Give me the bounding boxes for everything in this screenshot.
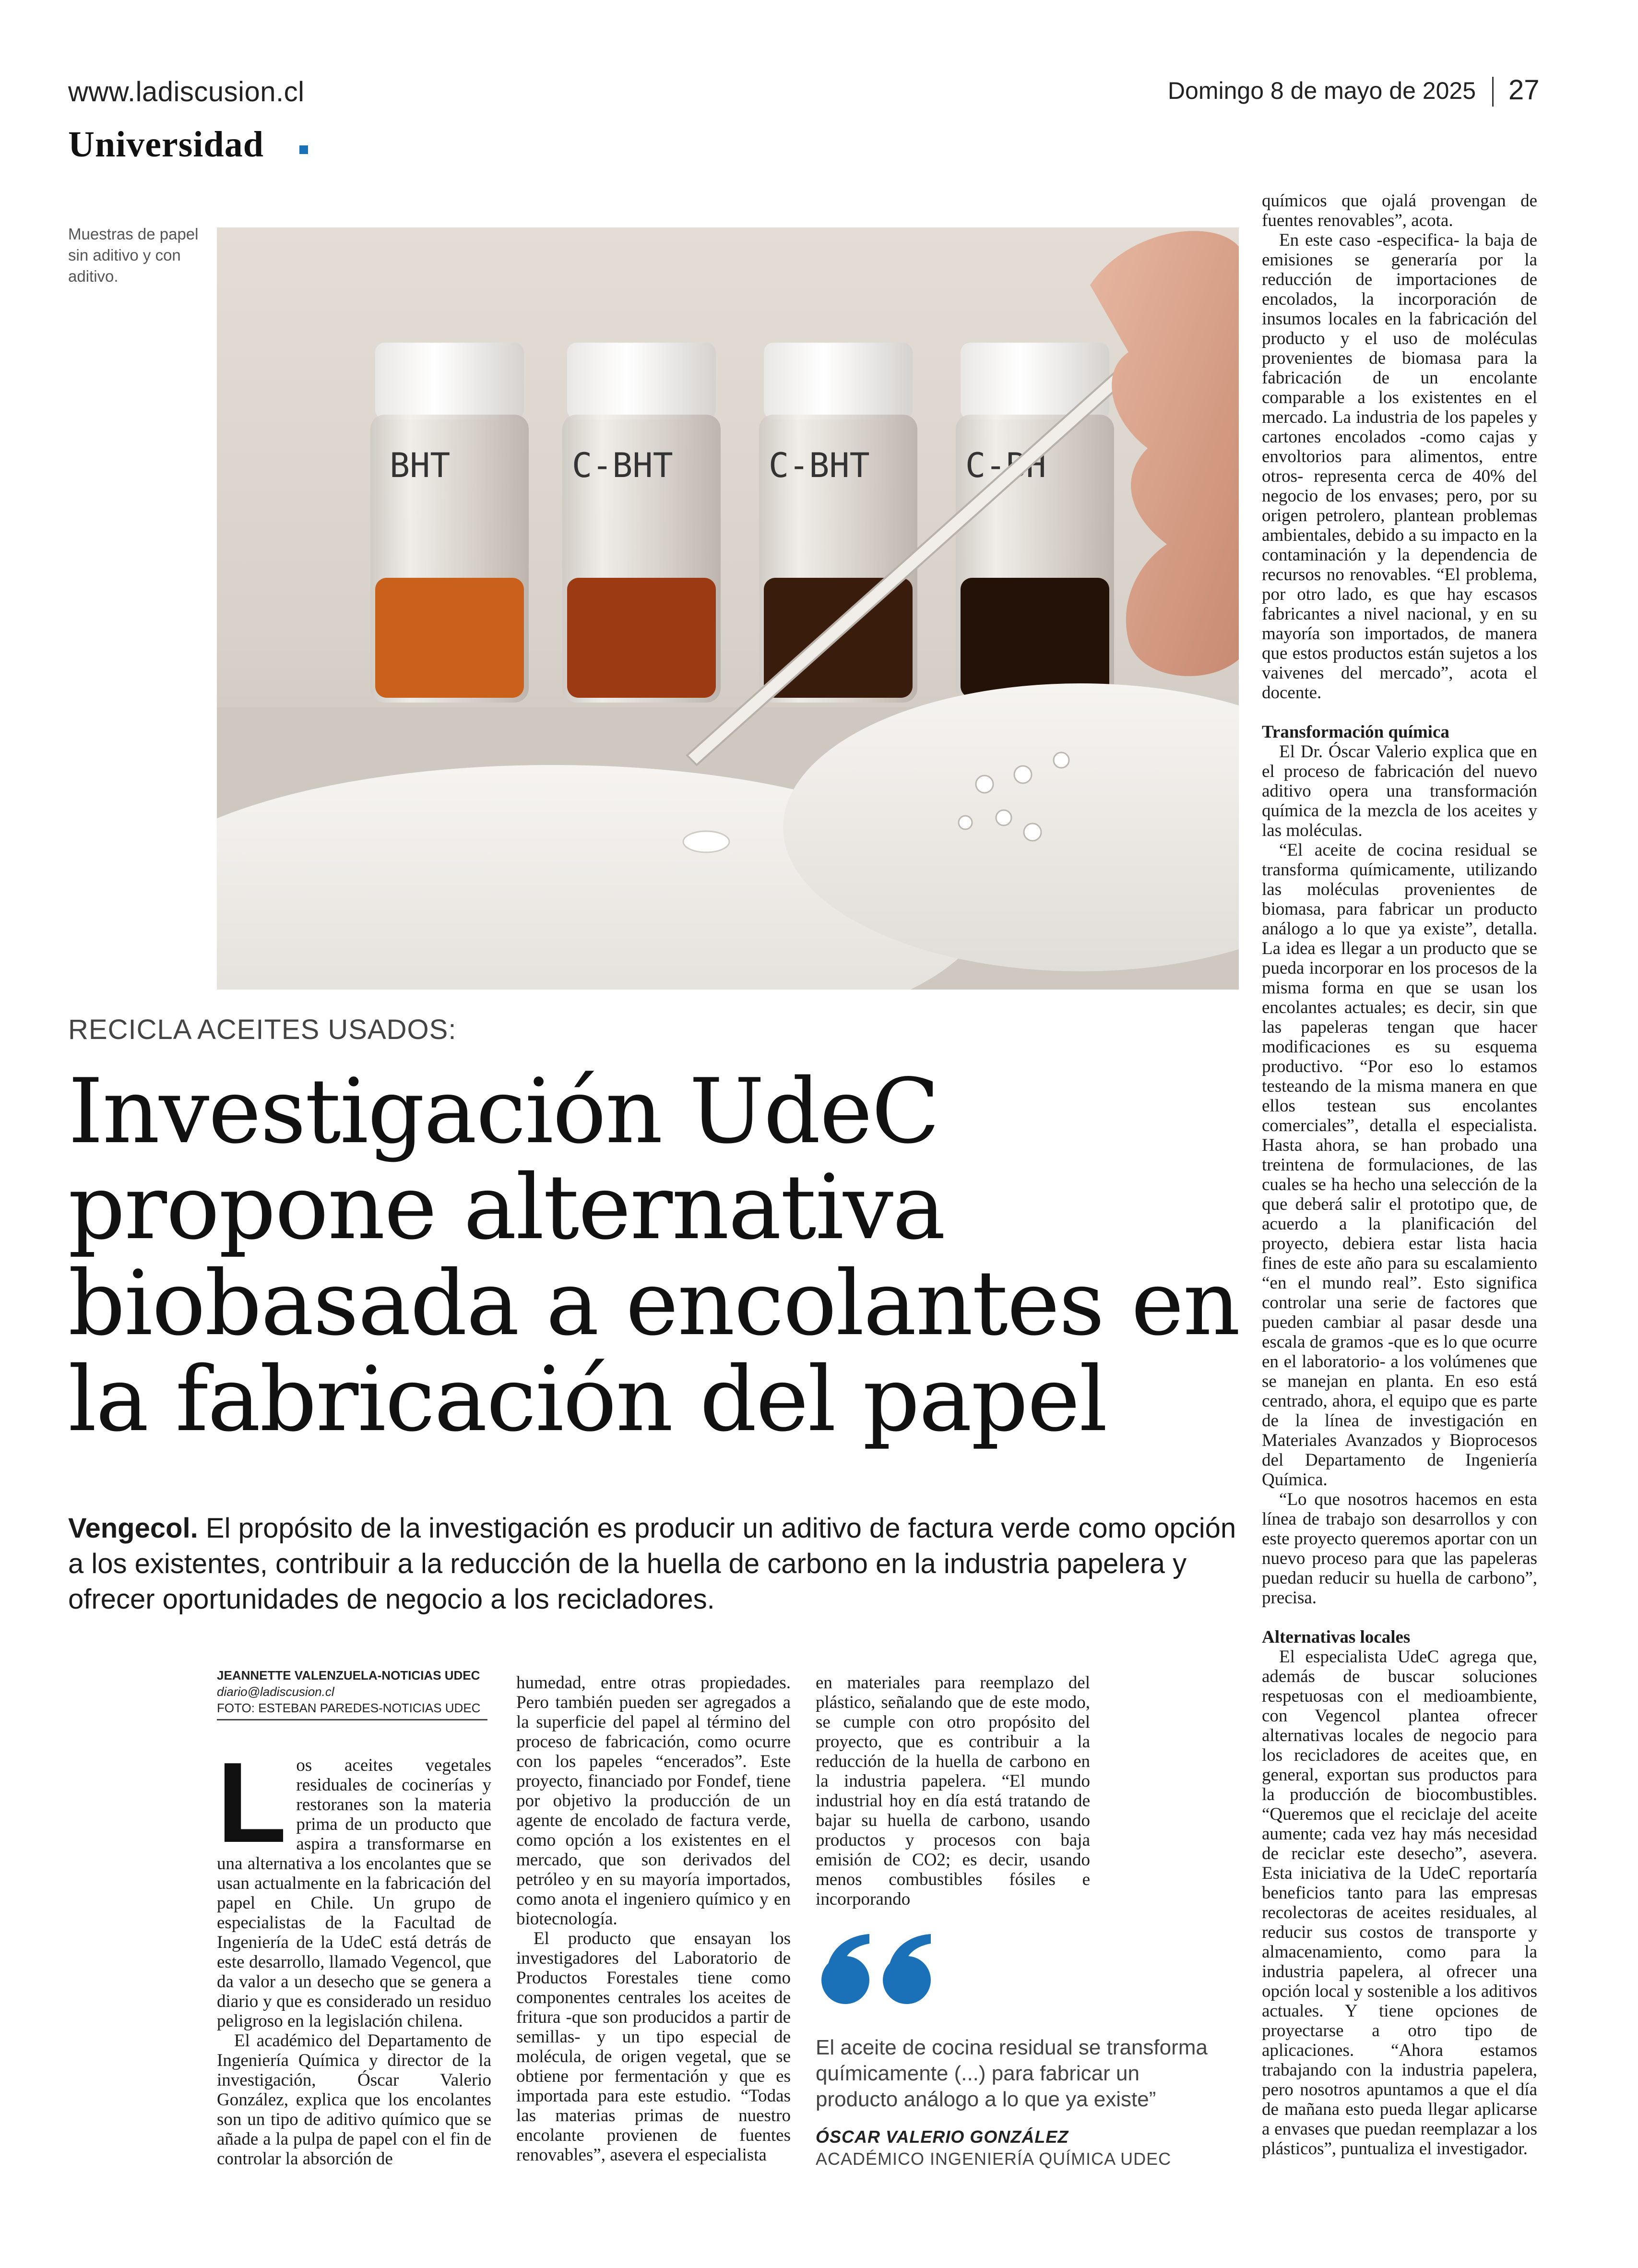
photo-caption: Muestras de papel sin aditivo y con aditivo.: [68, 225, 199, 285]
svg-text:C-BHT: C-BHT: [769, 446, 870, 485]
article-column-2: [516, 1673, 791, 2165]
page-number: 27: [1508, 74, 1540, 106]
drop-cap: L: [217, 1739, 287, 1866]
section-accent-square: [299, 145, 308, 154]
body-paragraph: os aceites vegetales residuales de cocinerías y restoranes son la materia prima de un producto que aspira a transformarse en una alternativa a los encolantes que se usan actualmente en la fabricación del papel en Chile. Un grupo de especialistas de la Facultad de Ingeniería de la UdeC está detrás de este desarrollo, llamado Vegencol, que da valor a un desecho que se genera a diario y que es considerado un residuo peligroso en la legislación chilena.: [217, 1755, 491, 2031]
byline-divider: [217, 1719, 487, 1720]
byline-email[interactable]: diario@ladiscusion.cl: [217, 1684, 334, 1699]
subheading-transformacion: Transformación química: [1262, 722, 1449, 742]
vial-3: [759, 343, 917, 703]
lead-text: El propósito de la investigación es producir un aditivo de factura verde como opción a los existentes, contribuir a la reducción de la huella de carbono en la industria papelera y ofrecer oportunidades de negocio a los recicladores.: [68, 1513, 1236, 1615]
body-paragraph: En este caso -especifica- la baja de emisiones se generaría por la reducción de importaciones de encolados, la incorporación de insumos locales en la fabricación del producto y el uso de moléculas provenientes de biomasa para la fabricación de un encolante comparable a los existentes en el mercado. La industria de los papeles y cartones encolados -como cajas y envoltorios para alimentos, entre otros- representa cerca de 40% del negocio de los envases; pero, por su origen petrolero, plantean problemas ambientales, debido a su impacto en la contaminación y la dependencia de recursos no renovables. “El problema, por otro lado, es que hay escasos fabricantes a nivel nacional, y en su mayoría son importados, de manera que estos productos están sujetos a los vaivenes del mercado”, acota el docente.: [1262, 230, 1537, 703]
subheading-alternativas: Alternativas locales: [1262, 1627, 1411, 1647]
body-paragraph: “El aceite de cocina residual se transforma químicamente, utilizando las moléculas provenientes de biomasa, para fabricar un producto análogo a lo que ya existe”, detalla. La idea es llegar a un producto que se pueda incorporar en los procesos de la misma forma en que se usan los encolantes actuales; es decir, sin que las papeleras tengan que hacer modificaciones es su esquema productivo. “Por eso lo estamos testeando de la misma manera en que ellos testean sus encolantes comerciales”, detalla el especialista. Hasta ahora, se han probado una treintena de formulaciones, de las cuales se ha hecho una selección de la que deberá salir el prototipo que, de acuerdo a la planificación del proyecto, debiera estar lista hacia fines de este año para su escalamiento “en el mundo real”. Esto significa controlar una serie de factores que pueden cambiar al pasar desde una escala de gramos -que es lo que ocurre en el laboratorio- a los volúmenes que se manejan en planta. En eso está centrado, ahora, el equipo que es parte de la línea de investigación en Materiales Avanzados y Bioprocesos del Departamento de Ingeniería Química.: [1262, 840, 1537, 1490]
quote-mark-icon: [816, 1932, 940, 2004]
article-column-4: [1262, 191, 1537, 2159]
article-kicker: RECICLA ACEITES USADOS:: [68, 1014, 457, 1045]
pull-quote-role: ACADÉMICO INGENIERÍA QUÍMICA UDEC: [816, 2149, 1172, 2169]
byline-photo-credit: FOTO: ESTEBAN PAREDES-NOTICIAS UDEC: [217, 1701, 481, 1715]
byline: [217, 1667, 480, 1716]
svg-text:BHT: BHT: [390, 446, 451, 485]
body-paragraph: “Lo que nosotros hacemos en esta línea de trabajo son desarrollos y con este proyecto queremos aportar con un nuevo proceso para que las papeleras puedan reducir su huella de carbono”, precisa.: [1262, 1490, 1537, 1608]
article-photo: [217, 227, 1239, 990]
issue-date: Domingo 8 de mayo de 2025: [1167, 77, 1476, 104]
article-column-3: [816, 1673, 1090, 1909]
vial-2: [562, 343, 721, 703]
body-paragraph: humedad, entre otras propiedades. Pero también pueden ser agregados a la superficie del papel al término del proceso de fabricación, como ocurre con los papeles “encerados”. Este proyecto, financiado por Fondef, tiene por objetivo la producción de un agente de encolado de factura verde, como opción a los existentes en el mercado, que son derivados del petróleo y en su mayoría importados, como anota el ingeniero químico y en biotecnología.: [516, 1673, 791, 1929]
article-headline: Investigación UdeC propone alternativa biobasada a encolantes en la fabricación del papel: [68, 1059, 1240, 1451]
lead-keyword: Vengecol.: [68, 1513, 198, 1544]
pull-quote-name: ÓSCAR VALERIO GONZÁLEZ: [816, 2127, 1069, 2147]
body-paragraph: El especialista UdeC agrega que, además de buscar soluciones respetuosas con el medioambiente, con Vegencol plantea ofrecer alternativas locales de negocio para los recicladores de aceites que, en general, exportan sus productos para la producción de biocombustibles. “Queremos que el reciclaje del aceite aumente; cada vez hay más necesidad de reciclar este desecho”, asevera. Esta iniciativa de la UdeC reportaría beneficios tanto para las empresas recolectoras de aceites residuales, al reducir sus costos de transporte y almacenamiento, como para la industria papelera, al ofrecer una opción local y sostenible a los aditivos actuales. Y tiene opciones de proyectarse a otro tipo de aplicaciones. “Ahora estamos trabajando con la industria papelera, pero nosotros apuntamos a que el día de mañana esto pueda llegar aplicarse a envases que puedan reemplazar a los plásticos”, puntualiza el investigador.: [1262, 1647, 1537, 2159]
svg-text:C-BHT: C-BHT: [572, 446, 673, 485]
body-paragraph: El Dr. Óscar Valerio explica que en el proceso de fabricación del nuevo aditivo opera una transformación química de la mezcla de los aceites y las moléculas.: [1262, 742, 1537, 840]
lab-vials-illustration: [217, 227, 1239, 990]
article-column-1: [217, 1739, 491, 2169]
body-paragraph: químicos que ojalá provengan de fuentes renovables”, acota.: [1262, 191, 1537, 230]
body-paragraph: en materiales para reemplazo del plástico, señalando que de este modo, se cumple con otro propósito del proyecto, que es contribuir a la reducción de la huella de carbono en la industria papelera. “El mundo industrial hoy en día está tratando de bajar su huella de carbono, usando productos y procesos con baja emisión de CO2; es decir, usando menos combustibles fósiles e incorporando: [816, 1673, 1090, 1909]
section-title: Universidad: [68, 124, 264, 165]
site-url[interactable]: www.ladiscusion.cl: [68, 76, 305, 107]
article-lead: [68, 1511, 1239, 1617]
byline-author: JEANNETTE VALENZUELA-NOTICIAS UDEC: [217, 1668, 480, 1683]
page-separator: [1492, 77, 1494, 107]
body-paragraph: El académico del Departamento de Ingeniería Química y director de la investigación, Óscar Valerio González, explica que los encolantes son un tipo de aditivo químico que se añade a la pulpa de papel con el fin de controlar la absorción de: [217, 2031, 491, 2169]
body-paragraph: El producto que ensayan los investigadores del Laboratorio de Productos Forestales tiene como componentes centrales los aceites de fritura -que son producidos a partir de semillas- y un tipo especial de molécula, de origen vegetal, que se obtiene por fermentación y que es importada para este estudio. “Todas las materias primas de nuestro encolante provienen de fuentes renovables”, asevera el especialista: [516, 1929, 791, 2165]
pull-quote: El aceite de cocina residual se transforma químicamente (...) para fabricar un producto análogo a lo que ya existe”: [816, 2036, 1208, 2111]
vial-1: [370, 343, 529, 703]
svg-text:C-BH: C-BH: [965, 446, 1046, 485]
